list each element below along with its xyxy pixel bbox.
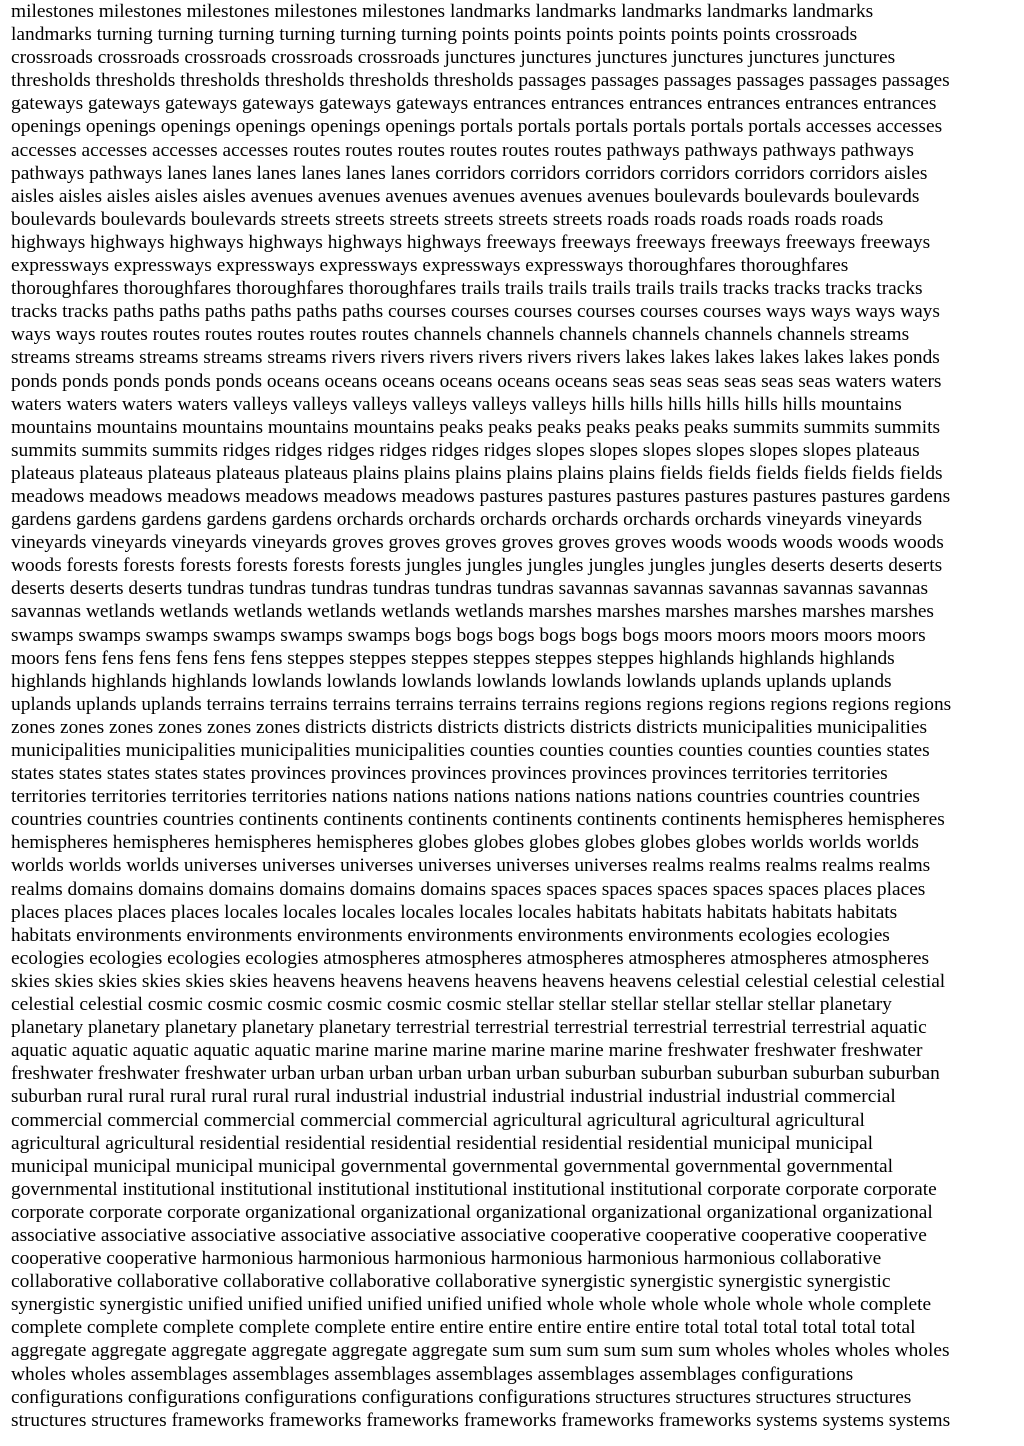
text-line: celestial celestial cosmic cosmic cosmic cosmic cosmic cosmic stellar stellar stellar stellar stellar stellar planetary: [11, 994, 892, 1016]
text-line: countries countries countries continents continents continents continents continents continents hemispheres hemispheres: [11, 809, 945, 831]
text-line: freshwater freshwater freshwater urban urban urban urban urban urban suburban suburban suburban suburban suburban: [11, 1063, 940, 1085]
text-line: ponds ponds ponds ponds ponds oceans oceans oceans oceans oceans oceans seas seas seas seas seas seas waters waters: [11, 370, 942, 392]
text-line: agricultural agricultural residential residential residential residential residential residential municipal municipal: [11, 1132, 874, 1154]
text-line: hemispheres hemispheres hemispheres hemispheres globes globes globes globes globes globes worlds worlds worlds: [11, 832, 919, 854]
text-line: realms domains domains domains domains domains domains spaces spaces spaces spaces spaces spaces places places: [11, 878, 926, 900]
text-line: aggregate aggregate aggregate aggregate aggregate aggregate sum sum sum sum sum sum wholes wholes wholes wholes: [11, 1340, 950, 1362]
text-line: worlds worlds worlds universes universes universes universes universes universes realms realms realms realms realms: [11, 855, 931, 877]
text-line: deserts deserts deserts tundras tundras tundras tundras tundras tundras savannas savannas savannas savannas savannas: [11, 578, 929, 600]
text-line: wholes wholes assemblages assemblages assemblages assemblages assemblages assemblages configurations: [11, 1363, 854, 1385]
text-line: complete complete complete complete complete entire entire entire entire entire entire total total total total total total: [11, 1317, 916, 1339]
text-line: states states states states states provinces provinces provinces provinces provinces provinces territories territories: [11, 763, 888, 785]
text-line: highlands highlands highlands lowlands lowlands lowlands lowlands lowlands lowlands uplands uplands uplands: [11, 670, 892, 692]
text-line: milestones milestones milestones milestones milestones landmarks landmarks landmarks landmarks landmarks: [11, 1, 874, 22]
text-line: configurations configurations configurations configurations configurations structures structures structures structures: [11, 1386, 912, 1408]
text-line: pathways pathways lanes lanes lanes lanes lanes lanes corridors corridors corridors corridors corridors corridors aisles: [11, 162, 928, 184]
text-line: highways highways highways highways highways highways freeways freeways freeways freeways freeways freeways: [11, 231, 931, 253]
text-line: openings openings openings openings openings openings portals portals portals portals portals portals accesses accesses: [11, 116, 943, 138]
text-line: thresholds thresholds thresholds thresholds thresholds thresholds passages passages passages passages passages passages: [11, 70, 950, 92]
text-line: structures structures frameworks frameworks frameworks frameworks frameworks frameworks systems systems systems: [11, 1409, 951, 1431]
text-line: collaborative collaborative collaborative collaborative collaborative synergistic synergistic synergistic synergistic: [11, 1271, 891, 1293]
text-line: tracks tracks paths paths paths paths paths paths courses courses courses courses courses courses ways ways ways ways: [11, 301, 940, 323]
text-line: swamps swamps swamps swamps swamps swamps bogs bogs bogs bogs bogs bogs moors moors moors moors moors: [11, 624, 926, 646]
text-line: uplands uplands uplands terrains terrains terrains terrains terrains terrains regions regions regions regions regions regions: [11, 693, 952, 715]
text-line: expressways expressways expressways expressways expressways expressways thoroughfares thoroughfares: [11, 255, 849, 277]
text-line: corporate corporate corporate organizational organizational organizational organizational organizational organizational: [11, 1201, 933, 1223]
text-line: skies skies skies skies skies skies heavens heavens heavens heavens heavens heavens celestial celestial celestial celestial: [11, 970, 946, 992]
text-line: synergistic synergistic unified unified unified unified unified unified whole whole whole whole whole whole complete: [11, 1294, 932, 1316]
text-line: gateways gateways gateways gateways gateways gateways entrances entrances entrances entrances entrances entrances: [11, 93, 937, 115]
text-line: woods forests forests forests forests forests forests jungles jungles jungles jungles jungles jungles deserts deserts deserts: [11, 555, 943, 577]
text-line: waters waters waters waters valleys valleys valleys valleys valleys valleys hills hills hills hills hills hills mountains: [11, 393, 902, 415]
text-line: [11, 1432, 1024, 1446]
text-line: planetary planetary planetary planetary planetary terrestrial terrestrial terrestrial terrestrial terrestrial terrestrial aquatic: [11, 1017, 927, 1039]
text-line: crossroads crossroads crossroads crossroads crossroads junctures junctures junctures junctures junctures junctures: [11, 47, 896, 69]
text-line: municipal municipal municipal municipal governmental governmental governmental governmental governmental: [11, 1155, 894, 1177]
text-line: zones zones zones zones zones zones districts districts districts districts districts districts municipalities municipalities: [11, 716, 928, 738]
text-line: summits summits summits ridges ridges ridges ridges ridges ridges slopes slopes slopes slopes slopes slopes plateaus: [11, 439, 920, 461]
text-line: territories territories territories territories nations nations nations nations nations nations countries countries countries: [11, 786, 920, 808]
text-line: municipalities municipalities municipalities municipalities counties counties counties counties counties counties states: [11, 740, 930, 761]
text-line: thoroughfares thoroughfares thoroughfares thoroughfares trails trails trails trails trails trails tracks tracks tracks tracks: [11, 278, 923, 300]
text-line: gardens gardens gardens gardens gardens orchards orchards orchards orchards orchards orchards vineyards vineyards: [11, 509, 923, 531]
text-line: commercial commercial commercial commercial commercial agricultural agricultural agricultural agricultural: [11, 1109, 865, 1131]
text-line: streams streams streams streams streams rivers rivers rivers rivers rivers rivers lakes lakes lakes lakes lakes lakes ponds: [11, 347, 940, 369]
text-line: suburban rural rural rural rural rural rural industrial industrial industrial industrial industrial industrial commercial: [11, 1086, 896, 1108]
text-line: boulevards boulevards boulevards streets streets streets streets streets streets roads roads roads roads roads roads: [11, 208, 884, 230]
text-line: vineyards vineyards vineyards vineyards groves groves groves groves groves groves woods woods woods woods woods: [11, 532, 944, 554]
text-line: meadows meadows meadows meadows meadows meadows pastures pastures pastures pastures pastures pastures gardens: [11, 485, 951, 507]
text-line: cooperative cooperative harmonious harmonious harmonious harmonious harmonious harmonious collaborative: [11, 1248, 882, 1270]
text-line: accesses accesses accesses accesses routes routes routes routes routes routes pathways pathways pathways pathways: [11, 139, 914, 161]
text-line: landmarks turning turning turning turning turning turning points points points points points points crossroads: [11, 24, 858, 46]
text-line: plateaus plateaus plateaus plateaus plateaus plains plains plains plains plains plains fields fields fields fields fields fields: [11, 462, 943, 484]
text-line: ways ways routes routes routes routes routes routes channels channels channels channels channels channels streams: [11, 324, 910, 346]
text-line: places places places places locales locales locales locales locales locales habitats habitats habitats habitats habitats: [11, 901, 898, 923]
text-line: mountains mountains mountains mountains mountains peaks peaks peaks peaks peaks peaks summits summits summits: [11, 416, 941, 438]
text-line: aquatic aquatic aquatic aquatic aquatic marine marine marine marine marine marine freshwater freshwater freshwater: [11, 1040, 923, 1062]
text-line: aisles aisles aisles aisles aisles avenues avenues avenues avenues avenues avenues boulevards boulevards boulevards: [11, 185, 920, 207]
text-line: ecologies ecologies ecologies ecologies atmospheres atmospheres atmospheres atmospheres atmospheres atmospheres: [11, 947, 930, 969]
text-line: moors fens fens fens fens fens fens steppes steppes steppes steppes steppes steppes highlands highlands highlands: [11, 647, 895, 669]
text-line: savannas wetlands wetlands wetlands wetlands wetlands wetlands marshes marshes marshes marshes marshes marshes: [11, 601, 934, 623]
text-line: habitats environments environments environments environments environments environments ecologies ecologies: [11, 924, 890, 946]
text-line: governmental institutional institutional institutional institutional institutional institutional corporate corporate corporate: [11, 1178, 937, 1200]
text-line: associative associative associative associative associative associative cooperative cooperative cooperative cooperative: [11, 1224, 927, 1246]
